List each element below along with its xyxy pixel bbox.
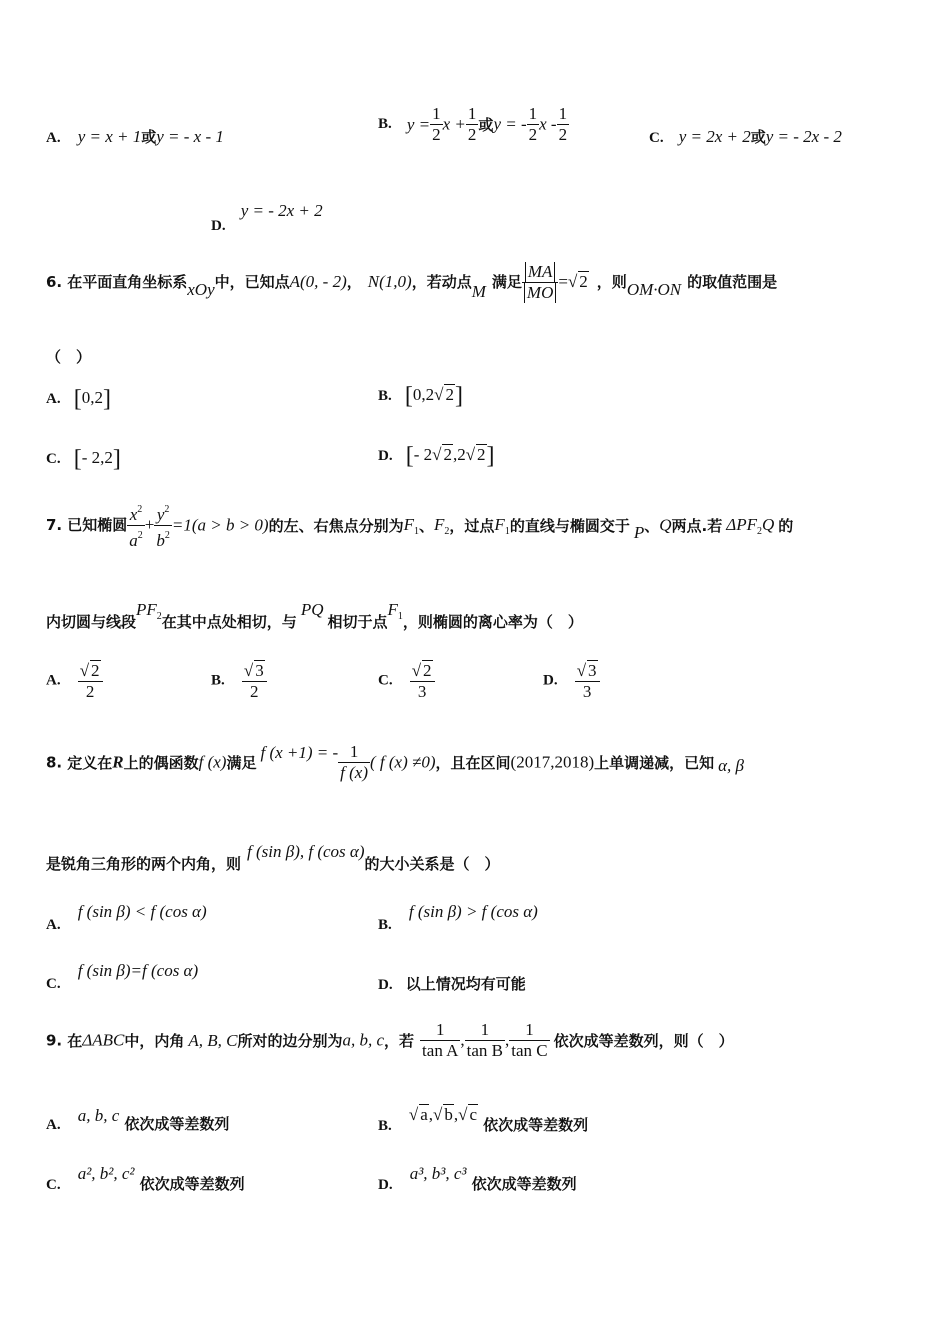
stem-text: ，则椭圆的离心率为（ ） <box>402 613 583 631</box>
math: F <box>387 600 398 619</box>
option-label: C. <box>46 451 61 467</box>
q5-option-b[interactable] <box>378 104 569 145</box>
sqrt-value: a <box>420 1105 428 1124</box>
fraction <box>465 1020 505 1061</box>
q7-option-a[interactable] <box>46 660 103 702</box>
math: α, β <box>718 756 745 775</box>
math: PQ <box>300 600 324 619</box>
sqrt-value: 2 <box>443 445 452 464</box>
option-label: D. <box>378 448 393 464</box>
stem-text: 中，已知点 <box>214 273 290 291</box>
q7-option-b[interactable] <box>211 660 267 702</box>
q8-stem-line2 <box>46 842 500 874</box>
denominator: MO <box>524 283 556 303</box>
q6-option-a[interactable]: A. [0,2] <box>46 386 111 412</box>
q9-stem: 9. 在ΔABC中，内角 A, B, C所对的边分别为a, b, c，若 $\frac{1}{\text{tan A}}$ , $\frac{1}{\text{tan B}}$ , $\frac{1}{\text{tan C}}$ 依次成等差数列，则（ ） <box>46 1020 734 1060</box>
math: F <box>434 514 445 534</box>
stem-text: 在 <box>67 1032 83 1050</box>
stem-text: 的 <box>778 517 794 535</box>
sqrt-value: 2 <box>445 385 454 404</box>
or-text: 或 <box>478 116 494 134</box>
stem-text: ， <box>346 273 362 291</box>
math: =1(a > b > 0) <box>171 515 269 535</box>
q5-option-c[interactable] <box>649 126 842 147</box>
numerator: 2 <box>91 661 100 680</box>
denominator: 2 <box>432 125 441 144</box>
q9-option-d[interactable] <box>378 1164 577 1194</box>
q8-stem <box>46 742 744 783</box>
sqrt-value: 2 <box>477 445 486 464</box>
fraction: $\frac{√ 2}{2}$ <box>78 660 103 702</box>
equation-part: x - <box>539 114 557 134</box>
stem-text: ，若动点 <box>411 273 472 291</box>
q7-option-d[interactable] <box>543 660 600 702</box>
numerator: MA <box>525 262 556 282</box>
option-label: B. <box>378 917 392 933</box>
or-text: 或 <box>141 128 157 146</box>
q6-stem: 6. 在平面直角坐标系xOy中，已知点A(0, - 2)， N(1,0)，若动点M 满足 $\frac{MA}{MO}$ =√ 2 ，则OM·ON 的取值范围是 <box>46 262 778 302</box>
math: R <box>112 752 124 772</box>
numerator: 1 <box>420 1020 460 1041</box>
stem-text: 上的偶函数 <box>123 754 199 772</box>
option-label: B. <box>378 116 392 132</box>
fraction <box>557 104 570 145</box>
option-value: a, b, c <box>77 1106 120 1125</box>
stem-text: 内切圆与线段 <box>46 613 137 631</box>
stem-text: 的取值范围是 <box>687 273 778 291</box>
option-value: a², b², c² <box>77 1164 135 1183</box>
stem-text: 的直线与椭圆交于 <box>509 517 630 535</box>
numerator: x <box>129 505 138 524</box>
equation: y = - 2x + 2 <box>240 201 323 220</box>
equation: y = - x - 1 <box>156 127 224 146</box>
q6-option-d[interactable]: D. [- 2√ 2,2√ 2] <box>378 443 495 469</box>
stem-text: 已知椭圆 <box>67 516 128 534</box>
denominator: f (x) <box>340 763 369 782</box>
q5-option-d[interactable] <box>211 201 323 235</box>
stem-text: 相切于点 <box>327 613 388 631</box>
q7-option-c[interactable] <box>378 660 435 702</box>
fraction: $\frac{√ 2}{3}$ <box>410 660 435 702</box>
denominator: a <box>129 531 138 550</box>
math: P <box>633 523 645 542</box>
math: f (x +1) = - <box>260 743 339 762</box>
fraction: $\frac{√ 3}{3}$ <box>575 660 600 702</box>
numerator: 1 <box>432 104 441 123</box>
option-value: ,2 <box>452 445 466 464</box>
math: f (x) <box>198 752 227 772</box>
q9-option-c[interactable] <box>46 1164 245 1194</box>
option-value: f (sin β) < f (cos α) <box>77 902 207 921</box>
equation: y = x + 1 <box>77 127 142 146</box>
option-label: A. <box>46 130 61 146</box>
option-label: A. <box>46 917 61 933</box>
denominator: tan B <box>466 1041 504 1060</box>
numerator: 1 <box>528 104 538 123</box>
option-suffix: 依次成等差数列 <box>124 1115 230 1133</box>
option-label: A. <box>46 1117 61 1133</box>
math: = <box>558 272 568 291</box>
answer-paren: （ ） <box>46 348 92 366</box>
fraction <box>420 1020 460 1061</box>
question-number: 8. <box>46 753 63 772</box>
math: ΔABC <box>82 1030 125 1050</box>
sqrt-value: c <box>469 1105 477 1124</box>
option-value: 以上情况均有可能 <box>405 975 526 993</box>
option-suffix: 依次成等差数列 <box>483 1116 589 1134</box>
numerator: 3 <box>255 661 264 680</box>
equation-part: x + <box>442 114 466 134</box>
denominator: 2 <box>558 125 568 144</box>
math: ΔPF <box>726 514 757 534</box>
option-value: f (sin β)=f (cos α) <box>77 961 199 980</box>
fraction <box>509 1020 549 1061</box>
equation-part: y = - <box>493 114 527 134</box>
fraction: $\frac{√ 3}{2}$ <box>242 660 267 702</box>
fraction <box>522 262 558 303</box>
math: xOy <box>187 280 215 299</box>
option-suffix: 依次成等差数列 <box>139 1175 245 1193</box>
equation-part: y = <box>406 114 431 134</box>
option-value: a³, b³, c³ <box>409 1164 467 1183</box>
q7-stem-line2: 内切圆与线段$PF_2$在其中点处相切，与PQ相切于点$F_1$，则椭圆的离心率为（ ） <box>46 600 583 631</box>
math: (2017,2018) <box>510 752 595 772</box>
option-value: - 2 <box>413 445 433 464</box>
denominator: 3 <box>582 682 592 701</box>
option-label: A. <box>46 391 61 407</box>
option-label: D. <box>211 218 226 234</box>
stem-text: 上单调递减，已知 <box>594 754 715 772</box>
denominator: tan A <box>422 1041 459 1060</box>
math: f (sin β), f (cos α) <box>247 842 365 861</box>
numerator: 1 <box>558 104 568 123</box>
q7-stem: 7. 已知椭圆 $\frac{x^2}{a^2}$ + $\frac{y^2}{b^2}$ =1(a > b > 0)的左、右焦点分别为$F_1$、$F_2$，过点$F_1$的直线与椭圆交于 P、Q两点.若 $\Delta PF_2Q$ 的 <box>46 500 793 551</box>
option-label: B. <box>211 672 225 689</box>
denominator: b <box>156 531 165 550</box>
math: A, B, C <box>188 1030 238 1050</box>
option-label: D. <box>378 1177 393 1193</box>
q8-option-c[interactable] <box>46 961 198 993</box>
q8-option-d[interactable] <box>378 973 526 994</box>
option-value: 0,2 <box>81 388 103 407</box>
denominator: 2 <box>528 125 538 144</box>
stem-text: 满足 <box>491 273 522 291</box>
q5-option-a[interactable] <box>46 126 224 147</box>
fraction <box>430 104 443 145</box>
denominator: 2 <box>467 125 477 144</box>
stem-text: 、 <box>644 517 660 535</box>
stem-text: 的大小关系是（ ） <box>364 855 500 873</box>
fraction: $\frac{y^2}{b^2}$ <box>154 500 172 551</box>
numerator: y <box>156 505 165 524</box>
numerator: 3 <box>588 661 597 680</box>
option-label: D. <box>378 977 393 993</box>
math: F <box>494 514 505 534</box>
denominator: 2 <box>85 682 95 701</box>
fraction <box>527 104 540 145</box>
stem-text: 满足 <box>226 754 257 772</box>
option-label: C. <box>46 976 61 992</box>
option-label: B. <box>378 1118 392 1134</box>
q6-option-b[interactable]: B. [0,2√ 2] <box>378 383 463 409</box>
stem-text: 定义在 <box>67 754 113 772</box>
math: PF <box>136 600 157 619</box>
stem-text: 在其中点处相切，与 <box>161 613 297 631</box>
stem-text: 所对的边分别为 <box>237 1032 343 1050</box>
option-label: C. <box>378 672 393 689</box>
numerator: 1 <box>467 104 477 123</box>
math: OM·ON <box>626 280 682 299</box>
numerator: 1 <box>338 742 370 763</box>
fraction <box>338 742 370 783</box>
option-label: A. <box>46 672 61 689</box>
option-value: f (sin β) > f (cos α) <box>408 902 538 921</box>
question-number: 9. <box>46 1031 63 1050</box>
equation: y = 2x + 2 <box>678 127 751 146</box>
option-value: 0,2 <box>412 385 435 404</box>
numerator: 1 <box>509 1020 549 1041</box>
fraction: $\frac{x^2}{a^2}$ <box>127 500 145 551</box>
fraction <box>466 104 479 145</box>
question-number: 6. <box>46 273 63 291</box>
option-value: - 2,2 <box>81 448 113 467</box>
stem-text: 是锐角三角形的两个内角，则 <box>46 855 242 873</box>
stem-text: 在平面直角坐标系 <box>67 273 188 291</box>
option-label: B. <box>378 388 392 404</box>
denominator: 3 <box>417 682 427 701</box>
sqrt-value: 2 <box>579 272 588 291</box>
q8-option-b[interactable] <box>378 902 538 934</box>
numerator: 1 <box>465 1020 505 1041</box>
stem-text: 依次成等差数列，则（ ） <box>553 1032 734 1050</box>
math: A(0, - 2) <box>289 272 347 291</box>
stem-text: 的左、右焦点分别为 <box>268 517 404 535</box>
stem-text: 、 <box>419 517 435 535</box>
q8-option-a[interactable] <box>46 902 207 934</box>
stem-text: ，且在区间 <box>435 754 511 772</box>
denominator: tan C <box>511 1041 548 1060</box>
math: M <box>471 282 486 301</box>
math: a, b, c <box>342 1030 385 1050</box>
option-label: D. <box>543 672 558 689</box>
math: F <box>403 514 414 534</box>
q6-option-c[interactable]: C. [- 2,2] <box>46 446 121 472</box>
math: Q <box>659 515 672 535</box>
math: N(1,0) <box>367 272 412 291</box>
option-label: C. <box>649 130 664 146</box>
stem-text: ，过点 <box>449 517 495 535</box>
numerator: 2 <box>423 661 432 680</box>
stem-text: ，则 <box>596 273 627 291</box>
q9-option-b[interactable]: B. √ a,√ b,√ c 依次成等差数列 <box>378 1105 589 1134</box>
question-number: 7. <box>46 516 63 534</box>
denominator: 2 <box>250 682 259 701</box>
or-text: 或 <box>750 128 766 146</box>
math: ( f (x) ≠0) <box>370 752 436 772</box>
stem-text: 两点.若 <box>671 517 723 535</box>
stem-text: 中，内角 <box>124 1032 185 1050</box>
stem-text: ，若 <box>384 1032 415 1050</box>
sqrt-value: b <box>444 1105 453 1124</box>
math: Q <box>761 514 775 534</box>
q9-option-a[interactable] <box>46 1106 229 1134</box>
option-suffix: 依次成等差数列 <box>471 1175 577 1193</box>
equation: y = - 2x - 2 <box>765 127 842 146</box>
option-label: C. <box>46 1177 61 1193</box>
